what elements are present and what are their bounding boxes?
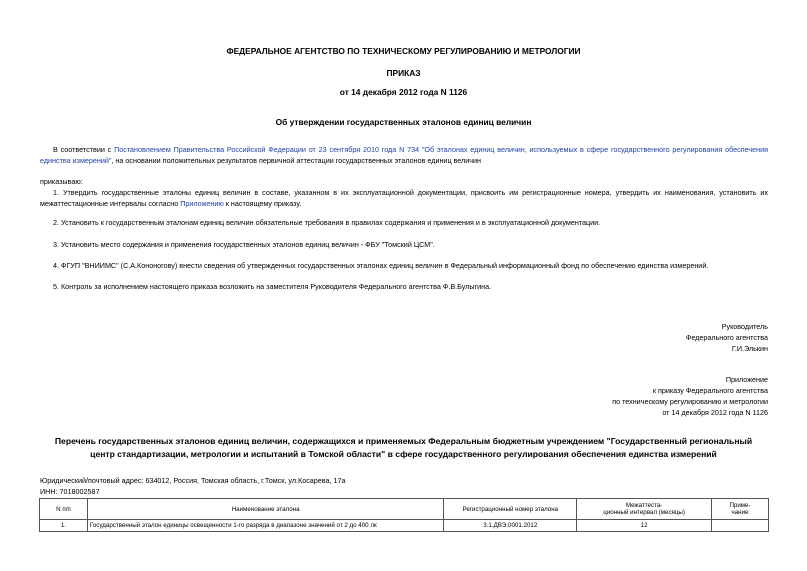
table-header-row <box>40 499 769 520</box>
cell-num: 1. <box>40 520 88 532</box>
appendix-link[interactable]: Приложению <box>180 198 224 208</box>
preamble-paragraph <box>40 145 768 166</box>
order-item-4: 4. ФГУП "ВНИИМС" (С.А.Кононогову) внести сведения об утвержденных государственных эталонах единиц величин в Федеральный информационный фонд по обеспечению единства измерений. <box>53 261 709 270</box>
appendix-reference-1: к приказу Федерального агентства <box>652 386 768 395</box>
item-1-text-start: 1. Утвердить государственные эталоны единиц величин в составе, указанном в их эксплуатационной документации, присвоить им регистрационные номера, утвердить их наименования, установить их межаттестационные интервалы согласно <box>40 188 768 208</box>
appendix-label: Приложение <box>725 375 768 384</box>
cell-note <box>712 520 769 532</box>
list-title-line-2: центр стандартизации, метрологии и испытаний в Томской области" в сфере государственного регулирования обеспечения единства измерений <box>90 448 717 459</box>
order-item-1 <box>40 188 768 209</box>
appendix-block <box>612 374 768 418</box>
inn-number: ИНН: 7018002587 <box>40 487 100 496</box>
header-name: Наименование эталона <box>87 499 443 520</box>
item-1-text-end: к настоящему приказу. <box>223 198 302 208</box>
order-item-3: 3. Установить место содержания и применения государственных эталонов единиц величин - ФБУ "Томский ЦСМ". <box>53 240 435 249</box>
list-title-line-1: Перечень государственных эталонов единиц величин, содержащихся и применяемых Федеральным бюджетным учреждением "Государственный региональный <box>54 436 753 446</box>
header-note-line-1: Приме- <box>729 502 751 509</box>
preamble-text-end: , на основании положительных результатов первичной аттестации государственных эталонов единиц величин <box>111 155 481 165</box>
legal-address: Юридический/почтовый адрес: 634012, Россия, Томская область, г.Томск, ул.Косарева, 17а <box>40 476 346 485</box>
cell-interval: 12 <box>577 520 712 532</box>
signature-agency: Федерального агентства <box>685 333 768 342</box>
document-subject: Об утверждении государственных эталонов единиц величин <box>275 117 532 127</box>
header-interval-line-2: ционный интервал (месяцы) <box>603 509 685 516</box>
order-item-2: 2. Установить к государственным эталонам единиц величин обязательные требования в правилах содержания и применения и в эксплуатационной документации. <box>53 218 601 227</box>
preamble-text-start: В соответствии с <box>53 145 115 154</box>
appendix-reference-2: по техническому регулированию и метрологии <box>612 397 768 406</box>
table-row <box>40 520 769 532</box>
cell-reg: 3.1.ДВЭ.0001.2012 <box>444 520 577 532</box>
header-note <box>712 499 769 520</box>
header-note-line-2: чание <box>731 509 749 516</box>
signature-name: Г.И.Элькин <box>731 344 768 353</box>
standards-table <box>39 498 769 532</box>
document-date-number: от 14 декабря 2012 года N 1126 <box>339 87 468 97</box>
cell-name: Государственный эталон единицы освещенности 1-го разряда в диапазоне значений от 2 до 400 лк <box>87 520 443 532</box>
list-title <box>30 435 777 460</box>
header-interval-line-1: Межаттеста- <box>625 502 663 509</box>
order-item-5: 5. Контроль за исполнением настоящего приказа возложить на заместителя Руководителя Федерального агентства Ф.В.Булыгина. <box>53 282 492 291</box>
order-word: приказываю: <box>40 177 83 186</box>
government-decree-link[interactable]: Постановлением Правительства Российской Федерации от 23 сентября 2010 года N 734 "Об эталонах единиц величин, используемых в сфере государственного регулирования обеспечения единства измерений" <box>40 145 768 165</box>
header-num: N п/п <box>40 499 88 520</box>
header-interval <box>577 499 712 520</box>
appendix-reference-3: от 14 декабря 2012 года N 1126 <box>662 408 768 417</box>
signature-position: Руководитель <box>721 322 768 331</box>
agency-title: ФЕДЕРАЛЬНОЕ АГЕНТСТВО ПО ТЕХНИЧЕСКОМУ РЕГУЛИРОВАНИЮ И МЕТРОЛОГИИ <box>226 46 581 56</box>
document-type: ПРИКАЗ <box>386 68 421 78</box>
header-reg: Регистрационный номер эталона <box>444 499 577 520</box>
signature-block <box>686 321 768 354</box>
